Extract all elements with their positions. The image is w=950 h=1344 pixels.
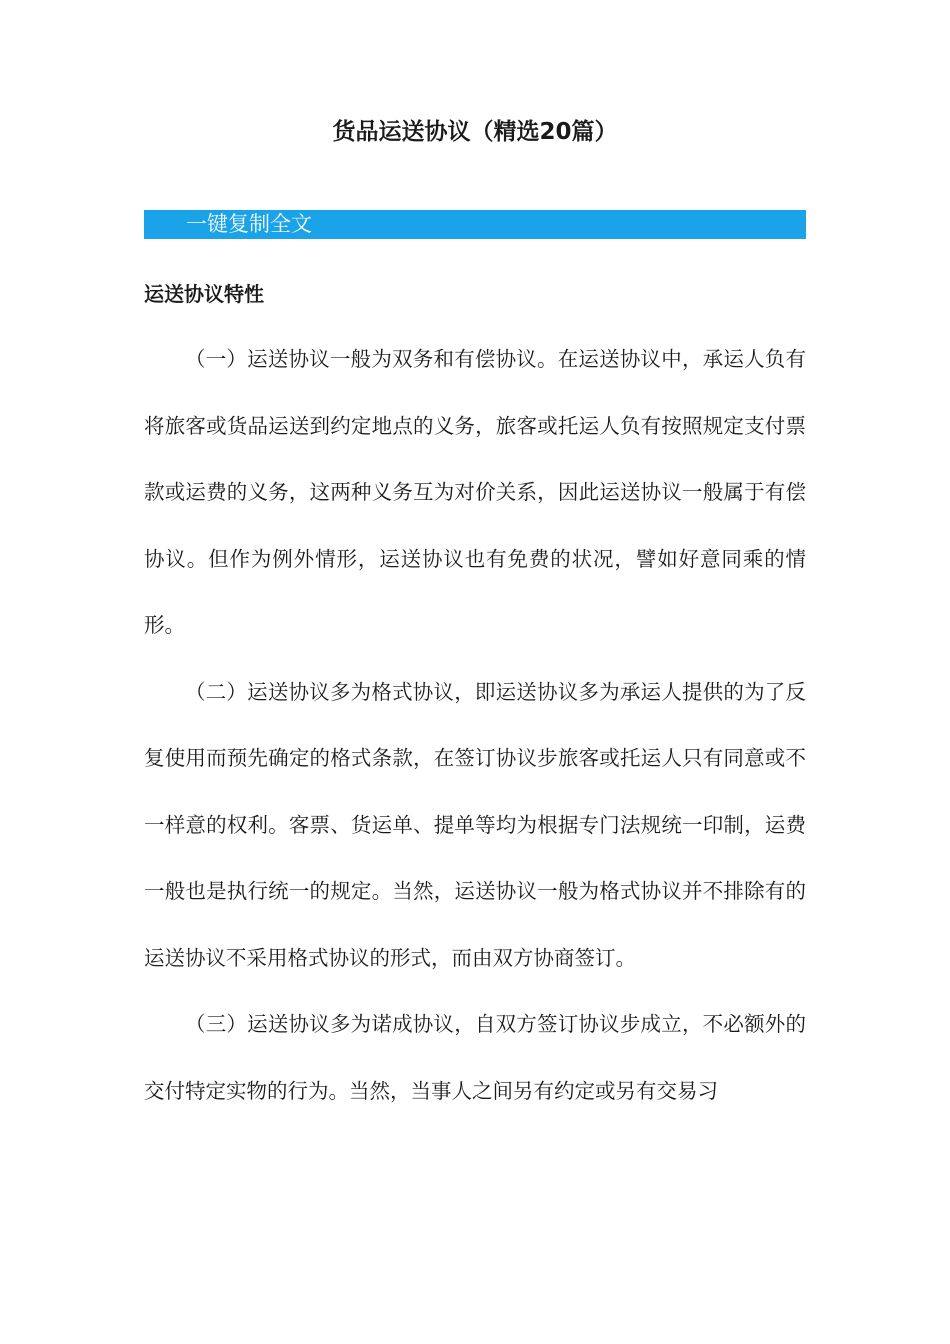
document-title: 货品运送协议（精选20篇） bbox=[332, 119, 618, 145]
paragraph-3: （三）运送协议多为诺成协议，自双方签订协议步成立，不必额外的交付特定实物的行为。当然，当事人之间另有约定或另有交易习 bbox=[144, 1012, 806, 1103]
paragraph-1: （一）运送协议一般为双务和有偿协议。在运送协议中，承运人负有将旅客或货品运送到约定地点的义务，旅客或托运人负有按照规定支付票款或运费的义务，这两种义务互为对价关系，因此运送协议一般属于有偿协议。但作为例外情形，运送协议也有免费的状况，譬如好意同乘的情形。 bbox=[144, 347, 806, 637]
paragraph-2: （二）运送协议多为格式协议，即运送协议多为承运人提供的为了反复使用而预先确定的格式条款，在签订协议步旅客或托运人只有同意或不一样意的权利。客票、货运单、提单等均为根据专门法规统一印制，运费一般也是执行统一的规定。当然，运送协议一般为格式协议并不排除有的运送协议不采用格式协议的形式，而由双方协商签订。 bbox=[144, 679, 806, 970]
section-heading: 运送协议特性 bbox=[144, 282, 264, 306]
document-body bbox=[144, 326, 806, 1124]
copy-full-text-button[interactable]: 一键复制全文 bbox=[144, 210, 806, 239]
